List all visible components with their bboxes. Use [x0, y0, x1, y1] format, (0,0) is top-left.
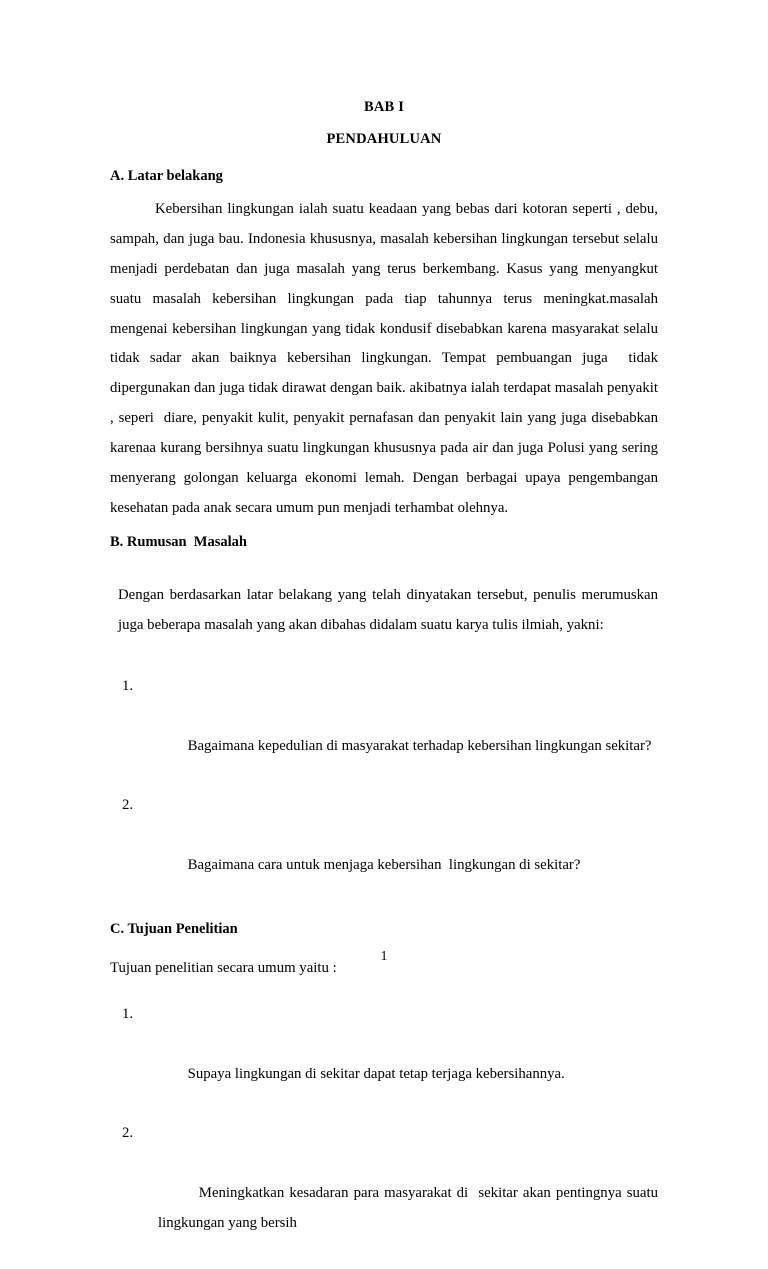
list-item-text: Meningkatkan kesadaran para masyarakat di sekitar akan pentingnya suatu lingkungan yang bersih: [158, 1185, 662, 1231]
section-b-heading: B. Rumusan Masalah: [110, 533, 247, 550]
list-item: [122, 791, 658, 911]
list-item: [122, 1000, 658, 1120]
list-marker: 1.: [122, 677, 134, 694]
section-b-paragraph: Dengan berdasarkan latar belakang yang telah dinyatakan tersebut, penulis merumuskan juga beberapa masalah yang akan dibahas didalam suatu karya tulis ilmiah, yakni:: [118, 587, 662, 634]
list-item-text: Supaya lingkungan di sekitar dapat tetap terjaga kebersihannya.: [187, 1065, 565, 1082]
list-item-text: Bagaimana kepedulian di masyarakat terhadap kebersihan lingkungan sekitar?: [187, 737, 652, 754]
list-marker: 2.: [122, 797, 134, 814]
section-b-list: [110, 672, 658, 911]
section-c-list: [110, 1000, 662, 1269]
section-c-intro: Tujuan penelitian secara umum yaitu :: [110, 959, 337, 976]
list-item-text: Bagaimana cara untuk menjaga kebersihan lingkungan di sekitar?: [187, 857, 581, 874]
list-item: [122, 672, 658, 792]
chapter-label: BAB I: [363, 99, 405, 115]
list-item: [122, 1119, 662, 1268]
list-marker: 1.: [122, 1005, 134, 1022]
document-content: [110, 99, 662, 1269]
section-c-heading: C. Tujuan Penelitian: [110, 920, 238, 937]
list-marker: 2.: [122, 1125, 134, 1142]
section-a-paragraph: Kebersihan lingkungan ialah suatu keadaan yang bebas dari kotoran seperti , debu, sampah, dan juga bau. Indonesia khususnya, masalah kebersihan lingkungan tersebut selalu menjadi perdebatan dan juga masalah yang terus berkembang. Kasus yang menyangkut suatu masalah kebersihan lingkungan pada tiap tahunnya terus meningkat.masalah mengenai kebersihan lingkungan yang tidak kondusif disebabkan karena masyarakat selalu tidak sadar akan baiknya kebersihan lingkungan. Tempat pembuangan juga tidak dipergunakan dan juga tidak dirawat dengan baik. akibatnya ialah terdapat masalah penyakit , seperi diare, penyakit kulit, penyakit pernafasan dan penyakit lain yang juga disebabkan karenaa kurang bersihnya suatu lingkungan khususnya pada air dan juga Polusi yang sering menyerang golongan keluarga ekonomi lemah. Dengan berbagai upaya pengembangan kesehatan pada anak secara umum pun menjadi terhambat olehnya.: [110, 201, 662, 516]
page-number: 1: [380, 948, 388, 963]
section-a-heading: A. Latar belakang: [110, 168, 223, 184]
chapter-title: PENDAHULUAN: [326, 130, 442, 147]
